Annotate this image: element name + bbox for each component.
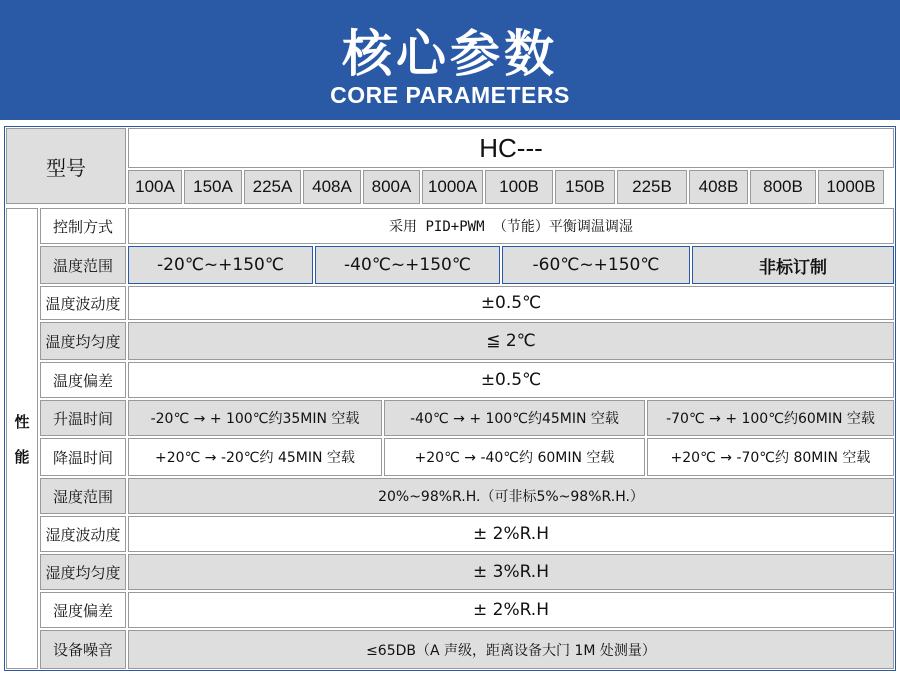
row-label-heat-time: 升温时间 [40, 400, 126, 436]
cool-time-value-3: +20℃ → -70℃约 80MIN 空载 [647, 438, 894, 476]
model-variant-cell: 150A [184, 170, 242, 204]
row-label-hum-dev: 湿度偏差 [40, 592, 126, 628]
model-variant-cell: 408A [303, 170, 361, 204]
model-variant-cell: 1000B [818, 170, 884, 204]
header-banner [0, 0, 900, 120]
page-title: 核心参数 [342, 25, 558, 83]
hum-fluct-value: ± 2%R.H [128, 516, 894, 552]
temp-range-value-custom: 非标订制 [692, 246, 894, 284]
model-variant-cell: 225A [244, 170, 301, 204]
heat-time-value-1: -20℃ → + 100℃约35MIN 空载 [128, 400, 382, 436]
row-label-hum-uniform: 湿度均匀度 [40, 554, 126, 590]
performance-side-label [6, 208, 38, 669]
noise-value: ≤65DB（A 声级，距离设备大门 1M 处测量） [128, 630, 894, 669]
model-variant-cell: 150B [555, 170, 615, 204]
temp-range-value-1: -20℃~+150℃ [128, 246, 313, 284]
cool-time-value-2: +20℃ → -40℃约 60MIN 空载 [384, 438, 645, 476]
temp-range-value-2: -40℃~+150℃ [315, 246, 500, 284]
cool-time-value-1: +20℃ → -20℃约 45MIN 空载 [128, 438, 382, 476]
model-label: 型号 [6, 128, 126, 204]
temp-dev-value: ±0.5℃ [128, 362, 894, 398]
model-variant-cell: 1000A [422, 170, 483, 204]
page-subtitle: CORE PARAMETERS [330, 82, 570, 108]
hum-dev-value: ± 2%R.H [128, 592, 894, 628]
hum-uniform-value: ± 3%R.H [128, 554, 894, 590]
row-label-hum-fluct: 湿度波动度 [40, 516, 126, 552]
row-label-hum-range: 湿度范围 [40, 478, 126, 514]
row-label-temp-range: 温度范围 [40, 246, 126, 284]
control-value: 采用 PID+PWM （节能）平衡调温调湿 [128, 208, 894, 244]
temp-fluct-value: ±0.5℃ [128, 286, 894, 320]
model-variant-cell: 800B [750, 170, 816, 204]
side-label-char-2: 能 [14, 447, 30, 466]
model-variant-cell: 408B [689, 170, 748, 204]
row-label-noise: 设备噪音 [40, 630, 126, 669]
model-variant-cell: 100A [128, 170, 182, 204]
temp-uniform-value: ≦ 2℃ [128, 322, 894, 360]
model-series: HC--- [128, 128, 894, 168]
row-label-cool-time: 降温时间 [40, 438, 126, 476]
side-label-char-1: 性 [14, 412, 30, 431]
temp-range-value-3: -60℃~+150℃ [502, 246, 690, 284]
model-variant-cell: 800A [363, 170, 420, 204]
model-variant-cell: 225B [617, 170, 687, 204]
row-label-temp-uniform: 温度均匀度 [40, 322, 126, 360]
row-label-control: 控制方式 [40, 208, 126, 244]
model-variant-cell: 100B [485, 170, 553, 204]
row-label-temp-dev: 温度偏差 [40, 362, 126, 398]
hum-range-value: 20%~98%R.H.（可非标5%~98%R.H.） [128, 478, 894, 514]
heat-time-value-3: -70℃ → + 100℃约60MIN 空载 [647, 400, 894, 436]
heat-time-value-2: -40℃ → + 100℃约45MIN 空载 [384, 400, 645, 436]
row-label-temp-fluct: 温度波动度 [40, 286, 126, 320]
